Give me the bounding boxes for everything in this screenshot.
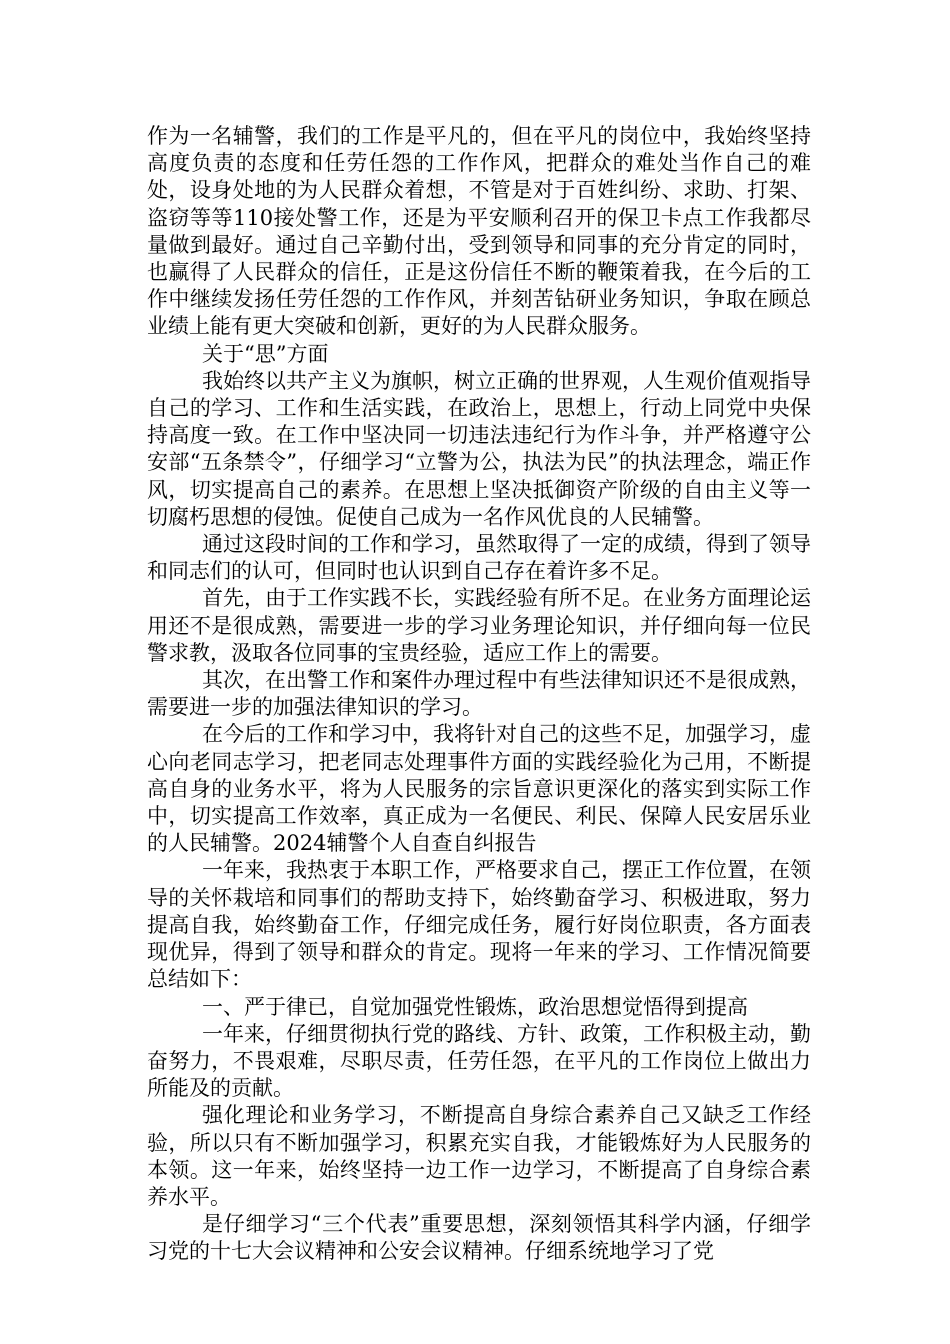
- paragraph-4: 通过这段时间的工作和学习，虽然取得了一定的成绩，得到了领导和同志们的认可，但同时也认识到自己存在着许多不足。: [147, 532, 811, 584]
- paragraph-12: 是仔细学习“三个代表”重要思想，深刻领悟其科学内涵，仔细学习党的十七大会议精神和公安会议精神。仔细系统地学习了党: [147, 1212, 811, 1264]
- document-body: [147, 123, 811, 1266]
- paragraph-7: 在今后的工作和学习中，我将针对自己的这些不足，加强学习，虚心向老同志学习，把老同志处理事件方面的实践经验化为己用，不断提高自身的业务水平，将为人民服务的宗旨意识更深化的落实到实际工作中，切实提高工作效率，真正成为一名便民、利民、保障人民安居乐业的人民辅警。2024辅警个人自查自纠报告: [147, 722, 811, 856]
- paragraph-5: 首先，由于工作实践不长，实践经验有所不足。在业务方面理论运用还不是很成熟，需要进一步的学习业务理论知识，并仔细向每一位民警求教，汲取各位同事的宝贵经验，适应工作上的需要。: [147, 586, 811, 665]
- paragraph-1: 作为一名辅警，我们的工作是平凡的，但在平凡的岗位中，我始终坚持高度负责的态度和任劳任怨的工作作风，把群众的难处当作自己的难处，设身处地的为人民群众着想，不管是对于百姓纠纷、求助、打架、盗窃等等110接处警工作，还是为平安顺利召开的保卫卡点工作我都尽量做到最好。通过自己辛勤付出，受到领导和同事的充分肯定的同时，也赢得了人民群众的信任，正是这份信任不断的鞭策着我，在今后的工作中继续发扬任劳任怨的工作作风，并刻苦钻研业务知识，争取在顾总业绩上能有更大突破和创新，更好的为人民群众服务。: [147, 124, 811, 339]
- section-heading-si: 关于“思”方面: [202, 341, 329, 366]
- paragraph-3: 我始终以共产主义为旗帜，树立正确的世界观，人生观价值观指导自己的学习、工作和生活实践，在政治上，思想上，行动上同党中央保持高度一致。在工作中坚决同一切违法违纪行为作斗争，并严格遵守公安部“五条禁令”，仔细学习“立警为公，执法为民”的执法理念，端正作风，切实提高自己的素养。在思想上坚决抵御资产阶级的自由主义等一切腐朽思想的侵蚀。促使自己成为一名作风优良的人民辅警。: [147, 368, 811, 529]
- paragraph-10: 一年来，仔细贯彻执行党的路线、方针、政策，工作积极主动，勤奋努力，不畏艰难，尽职尽责，任劳任怨，在平凡的工作岗位上做出力所能及的贡献。: [147, 1021, 811, 1101]
- paragraph-11: 强化理论和业务学习，不断提高自身综合素养自己又缺乏工作经验，所以只有不断加强学习，积累充实自我，才能锻炼好为人民服务的本领。这一年来，始终坚持一边工作一边学习，不断提高了自身综合素养水平。: [147, 1103, 811, 1209]
- paragraph-8: 一年来，我热衷于本职工作，严格要求自己，摆正工作位置，在领导的关怀栽培和同事们的帮助支持下，始终勤奋学习、积极进取，努力提高自我，始终勤奋工作，仔细完成任务，履行好岗位职责，各方面表现优异，得到了领导和群众的肯定。现将一年来的学习、工作情况简要总结如下：: [147, 858, 811, 992]
- paragraph-6: 其次，在出警工作和案件办理过程中有些法律知识还不是很成熟，需要进一步的加强法律知识的学习。: [147, 668, 811, 720]
- section-heading-1: 一、严于律已，自觉加强党性锻炼，政治思想觉悟得到提高: [202, 994, 748, 1019]
